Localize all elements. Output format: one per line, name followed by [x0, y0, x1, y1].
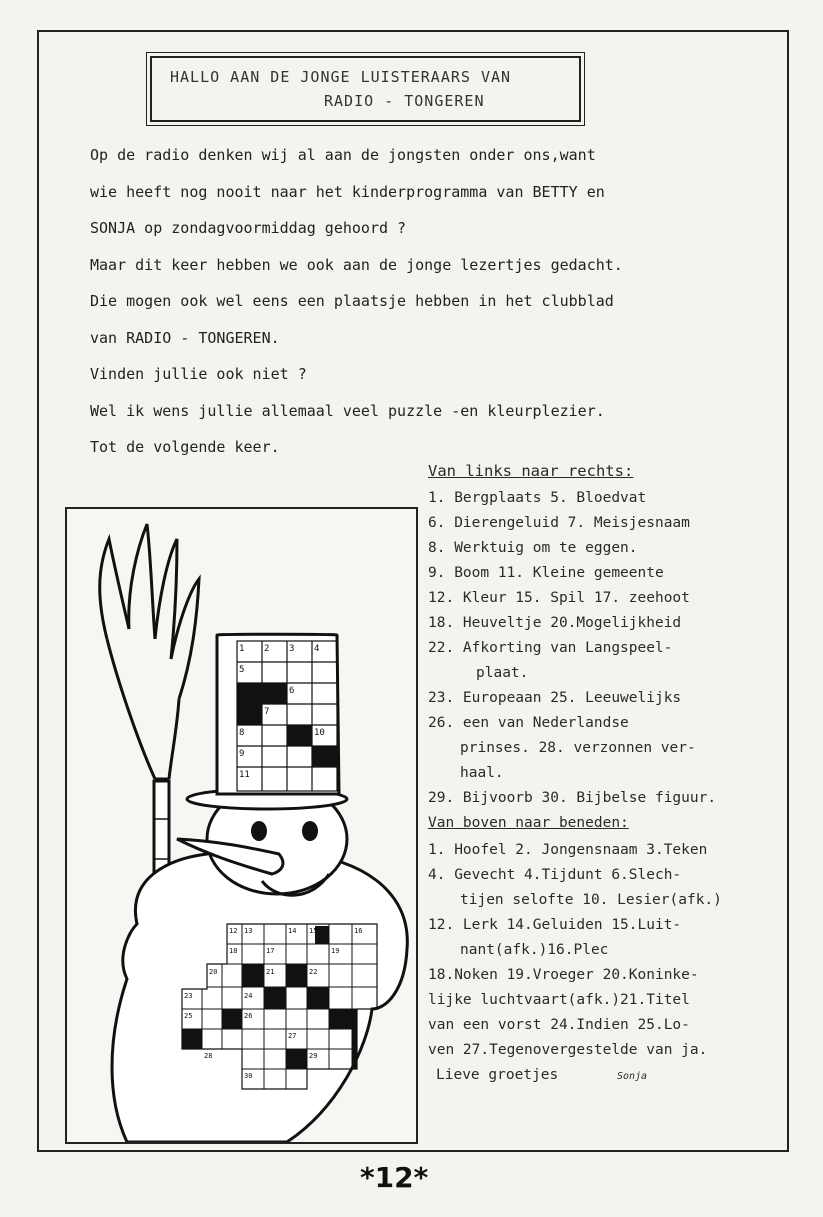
hat-clue-number: 8	[239, 728, 245, 738]
clue-line: 4. Gevecht 4.Tijdunt 6.Slech-	[428, 867, 682, 883]
clue-line: 18.Noken 19.Vroeger 20.Koninke-	[428, 967, 699, 983]
body-clue-number: 15	[309, 927, 318, 935]
intro-line: wie heeft nog nooit naar het kinderprogramma van BETTY en	[90, 182, 605, 201]
hat-clue-number: 7	[264, 707, 270, 717]
body-clue-number: 21	[266, 968, 275, 976]
body-clue-number: 26	[244, 1012, 253, 1020]
hat-clue-number: 11	[239, 770, 250, 780]
broom-bristles	[100, 524, 199, 779]
intro-line: Vinden jullie ook niet ?	[90, 365, 307, 383]
intro-line: Die mogen ook wel eens een plaatsje hebben in het clubblad	[90, 292, 614, 310]
clue-line: 23. Europeaan 25. Leeuwelijks	[428, 690, 682, 706]
body-clue-number: 19	[331, 947, 340, 955]
clue-line: 1. Bergplaats 5. Bloedvat	[428, 490, 647, 506]
body-clue-number: 24	[244, 992, 253, 1000]
closing-line	[428, 1067, 788, 1092]
intro-line: SONJA op zondagvoormiddag gehoord ?	[90, 219, 407, 237]
clue-line: 12. Kleur 15. Spil 17. zeehoot	[428, 590, 690, 606]
clue-line: 9. Boom 11. Kleine gemeente	[428, 565, 664, 581]
clue-line: 26. een van Nederlandse	[428, 715, 629, 731]
intro-line: Maar dit keer hebben we ook aan de jonge lezertjes gedacht.	[90, 255, 623, 274]
snowman-illustration	[65, 507, 418, 1144]
snowman-body	[112, 850, 407, 1142]
right-eye-icon	[302, 821, 318, 841]
body-clue-number: 18	[229, 947, 238, 955]
body-clue-number: 30	[244, 1072, 253, 1080]
intro-text	[90, 146, 780, 475]
hat-clue-number: 4	[314, 644, 320, 654]
intro-line: Wel ik wens jullie allemaal veel puzzle -en kleurplezier.	[90, 401, 605, 420]
title-box	[150, 56, 581, 122]
clue-line: 12. Lerk 14.Geluiden 15.Luit-	[428, 917, 682, 933]
clue-line: van een vorst 24.Indien 25.Lo-	[428, 1017, 690, 1033]
hat-clue-number: 9	[239, 749, 245, 759]
body-clue-number: 27	[288, 1032, 297, 1040]
horizontal-clues-heading: Van links naar rechts:	[428, 462, 634, 480]
clue-line: 6. Dierengeluid 7. Meisjesnaam	[428, 515, 690, 531]
clue-line: prinses. 28. verzonnen ver-	[460, 740, 696, 756]
clue-line: nant(afk.)16.Plec	[460, 942, 609, 958]
clue-line: plaat.	[476, 665, 529, 681]
body-clue-number: 13	[244, 927, 253, 935]
signature: Sonja	[616, 1071, 648, 1082]
title-line-1: HALLO AAN DE JONGE LUISTERAARS VAN	[170, 68, 512, 86]
body-clue-number: 20	[209, 968, 218, 976]
clue-line: haal.	[460, 765, 504, 781]
hat-crown	[217, 634, 339, 794]
clue-line: lijke luchtvaart(afk.)21.Titel	[428, 992, 690, 1008]
hat-clue-number: 6	[289, 686, 295, 696]
clue-line: 18. Heuveltje 20.Mogelijkheid	[428, 615, 682, 631]
clue-line: 29. Bijvoorb 30. Bijbelse figuur.	[428, 790, 717, 806]
clue-line: 22. Afkorting van Langspeel-	[428, 640, 673, 656]
title-line-2: RADIO - TONGEREN	[324, 92, 485, 110]
body-clue-number: 25	[184, 1012, 193, 1020]
clue-line: 1. Hoofel 2. Jongensnaam 3.Teken	[428, 842, 708, 858]
intro-line: Op de radio denken wij al aan de jongsten onder ons,want	[90, 146, 596, 164]
body-clue-number: 23	[184, 992, 193, 1000]
body-clue-number: 14	[288, 927, 297, 935]
closing-text: Lieve groetjes	[436, 1067, 559, 1083]
body-clue-number: 12	[229, 927, 238, 935]
clues-column	[428, 462, 788, 1092]
clue-line: tijen selofte 10. Lesier(afk.)	[460, 892, 722, 908]
clue-line: 8. Werktuig om te eggen.	[428, 540, 638, 556]
hat-clue-number: 3	[289, 644, 295, 654]
left-eye-icon	[251, 821, 267, 841]
snowman-drawing	[67, 509, 416, 1142]
vertical-clues-heading: Van boven naar beneden:	[428, 815, 629, 831]
hat-clue-number: 1	[239, 644, 245, 654]
body-clue-number: 17	[266, 947, 275, 955]
hat-clue-number: 2	[264, 644, 270, 654]
hat-clue-number: 10	[314, 728, 325, 738]
page-number: *12*	[360, 1161, 429, 1194]
body-clue-number: 29	[309, 1052, 318, 1060]
intro-line: van RADIO - TONGEREN.	[90, 328, 280, 347]
intro-line: Tot de volgende keer.	[90, 438, 280, 456]
body-clue-number: 22	[309, 968, 318, 976]
body-clue-number: 16	[354, 927, 363, 935]
clue-line: ven 27.Tegenovergestelde van ja.	[428, 1042, 708, 1058]
hat-clue-number: 5	[239, 665, 245, 675]
body-clue-number: 28	[204, 1052, 213, 1060]
